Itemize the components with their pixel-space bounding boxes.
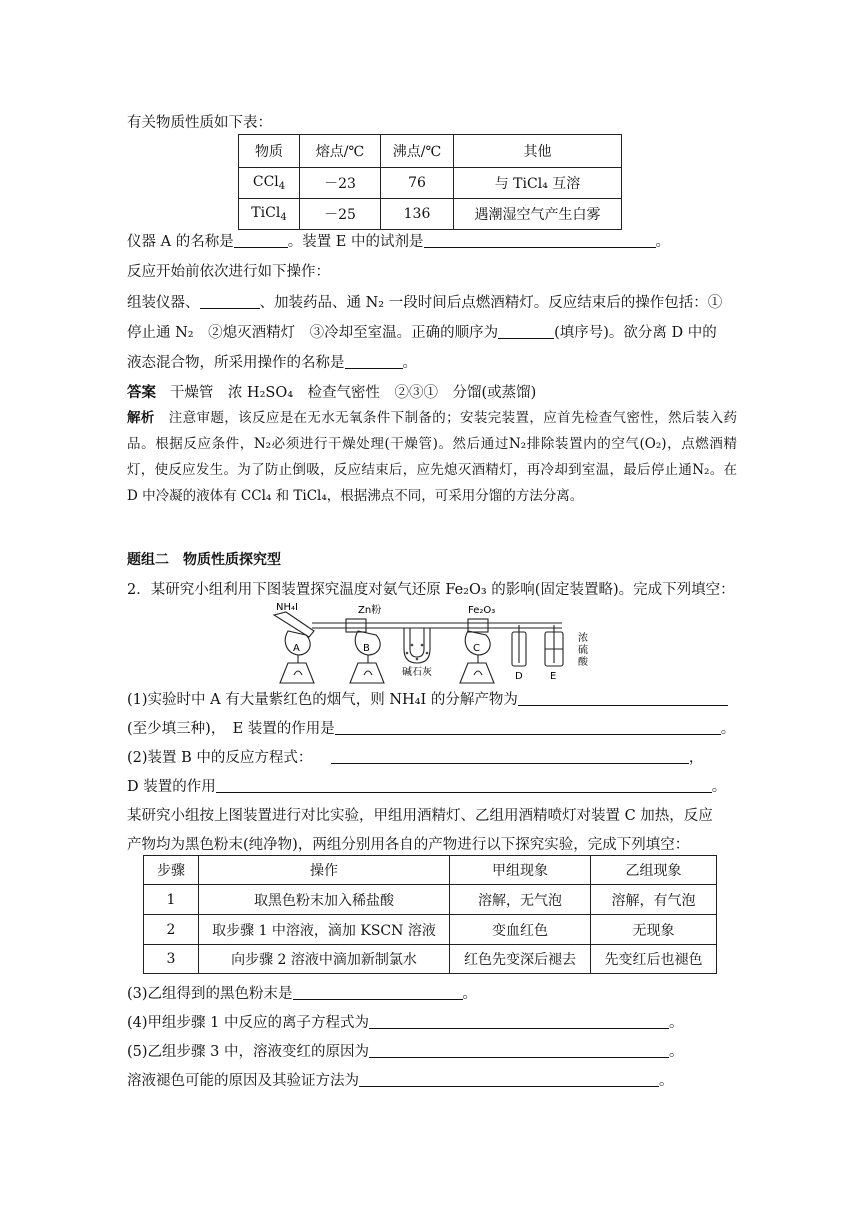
table2-cell: 取黑色粉末加入稀盐酸 bbox=[199, 885, 450, 915]
q3-line: (3)乙组得到的黑色粉末是 。 bbox=[127, 986, 478, 1002]
table1-header: 其他 bbox=[454, 135, 622, 168]
answer-blank[interactable] bbox=[424, 233, 656, 248]
section-heading: 题组二 物质性质探究型 bbox=[127, 552, 281, 568]
label-soda-lime: 碱石灰 bbox=[402, 667, 432, 678]
label-B: B bbox=[363, 643, 370, 654]
label-A: A bbox=[293, 643, 300, 654]
q2-stem: 2．某研究小组利用下图装置探究温度对氨气还原 Fe₂O₃ 的影响(固定装置略)。完成下列填空： bbox=[127, 582, 735, 598]
table1-cell: －25 bbox=[300, 199, 381, 230]
table1-header: 熔点/℃ bbox=[300, 135, 381, 168]
answer-blank[interactable] bbox=[498, 324, 554, 339]
answer-blank[interactable] bbox=[293, 985, 463, 1000]
table1-cell: CCl$_4$ bbox=[239, 168, 300, 199]
answer-blank[interactable] bbox=[369, 1043, 669, 1058]
analysis-label: 解析 bbox=[127, 410, 155, 426]
label-acid-2: 硫 bbox=[578, 645, 588, 656]
q1-line3: 组装仪器、 、加装药品、通 N₂ 一段时间后点燃酒精灯。反应结束后的操作包括：① bbox=[127, 295, 723, 311]
label-zn: Zn粉 bbox=[358, 605, 382, 616]
table2-header: 甲组现象 bbox=[450, 856, 591, 885]
table-intro: 有关物质性质如下表： bbox=[127, 115, 272, 131]
properties-table bbox=[238, 134, 622, 230]
q2-para-line2: 产物均为黑色粉末(纯净物)，两组分别用各自的产物进行以下探究实验，完成下列填空： bbox=[127, 837, 690, 853]
table2-header: 乙组现象 bbox=[591, 856, 717, 885]
table2-cell: 无现象 bbox=[591, 915, 717, 945]
table1-cell: 与 TiCl₄ 互溶 bbox=[454, 168, 622, 199]
table2-cell: 溶解，无气泡 bbox=[450, 885, 591, 915]
answer-blank[interactable] bbox=[518, 691, 728, 706]
table1-cell: 遇潮湿空气产生白雾 bbox=[454, 199, 622, 230]
q2-part1-line2: (至少填三种)， E 装置的作用是 。 bbox=[127, 721, 736, 737]
label-fe2o3: Fe₂O₃ bbox=[468, 605, 496, 616]
table1-header: 沸点/℃ bbox=[381, 135, 454, 168]
answer-blank[interactable] bbox=[359, 1072, 659, 1087]
label-nh4i: NH₄I bbox=[276, 602, 298, 613]
answer-text: 干燥管 浓 H₂SO₄ 检查气密性 ②③① 分馏(或蒸馏) bbox=[169, 385, 537, 401]
analysis-paragraph bbox=[127, 405, 737, 509]
answer-label: 答案 bbox=[127, 384, 156, 401]
answer-blank[interactable] bbox=[331, 749, 689, 764]
table2-cell: 取步骤 1 中溶液，滴加 KSCN 溶液 bbox=[199, 915, 450, 945]
table1-cell: TiCl$_4$ bbox=[239, 199, 300, 230]
answer-blank[interactable] bbox=[335, 720, 721, 735]
answer-blank[interactable] bbox=[200, 294, 260, 309]
table2-cell: 3 bbox=[144, 945, 199, 974]
label-acid-3: 酸 bbox=[578, 657, 588, 668]
q2-part1-line1: (1)实验时中 A 有大量紫红色的烟气，则 NH₄I 的分解产物为 bbox=[127, 690, 728, 710]
analysis-text: 注意审题，该反应是在无水无氧条件下制备的；安装完装置，应首先检查气密性，然后装入药品。根据反应条件，N₂必须进行干燥处理(干燥管)。然后通过N₂排除装置内的空气(O₂)，点燃酒精灯，使反应发生。为了防止倒吸，反应结束后，应先熄灭酒精灯，再冷却到室温，最后停止通N₂。在 D 中冷凝的液体有 CCl₄ 和 TiCl₄，根据沸点不同，可采用分馏的方法分离。 bbox=[127, 410, 738, 504]
answer-blank[interactable] bbox=[369, 1014, 669, 1029]
q5-line: (5)乙组步骤 3 中，溶液变红的原因为 。 bbox=[127, 1044, 684, 1060]
q2-part2-line1: (2)装置 B 中的反应方程式： ， bbox=[127, 750, 704, 766]
q1-line5: 液态混合物，所采用操作的名称是 。 bbox=[127, 355, 417, 371]
q6-line: 溶液褪色可能的原因及其验证方法为 。 bbox=[127, 1073, 674, 1089]
label-acid-1: 浓 bbox=[578, 633, 588, 644]
answer-blank[interactable] bbox=[345, 354, 403, 369]
q1-line2: 反应开始前依次进行如下操作： bbox=[127, 264, 330, 280]
table1-cell: 76 bbox=[381, 168, 454, 199]
table1-cell: －23 bbox=[300, 168, 381, 199]
table2-header: 步骤 bbox=[144, 856, 199, 885]
table2-cell: 变血红色 bbox=[450, 915, 591, 945]
table1-header: 物质 bbox=[239, 135, 300, 168]
q1-line4: 停止通 N₂ ②熄灭酒精灯 ③冷却至室温。正确的顺序为 (填序号)。欲分离 D 中的 bbox=[127, 325, 717, 341]
table2-header: 操作 bbox=[199, 856, 450, 885]
q4-line: (4)甲组步骤 1 中反应的离子方程式为 。 bbox=[127, 1015, 684, 1031]
label-C: C bbox=[473, 643, 480, 654]
table2-cell: 2 bbox=[144, 915, 199, 945]
label-E: E bbox=[550, 671, 557, 682]
apparatus-diagram bbox=[262, 597, 602, 685]
table2-cell: 红色先变深后褪去 bbox=[450, 945, 591, 974]
q2-para-line1: 某研究小组按上图装置进行对比实验，甲组用酒精灯、乙组用酒精喷灯对装置 C 加热，反应 bbox=[127, 808, 713, 824]
q1-line1: 仪器 A 的名称是 。装置 E 中的试剂是 。 bbox=[127, 234, 671, 250]
answer-blank[interactable] bbox=[234, 233, 288, 248]
answer-blank[interactable] bbox=[216, 778, 712, 793]
q2-part2-line2: D 装置的作用 。 bbox=[127, 779, 727, 795]
table2-cell: 先变红后也褪色 bbox=[591, 945, 717, 974]
table2-cell: 1 bbox=[144, 885, 199, 915]
table2-cell: 向步骤 2 溶液中滴加新制氯水 bbox=[199, 945, 450, 974]
table2-cell: 溶解，有气泡 bbox=[591, 885, 717, 915]
answer-line bbox=[127, 383, 536, 403]
table1-cell: 136 bbox=[381, 199, 454, 230]
label-D: D bbox=[515, 671, 523, 682]
experiment-table bbox=[143, 855, 717, 974]
